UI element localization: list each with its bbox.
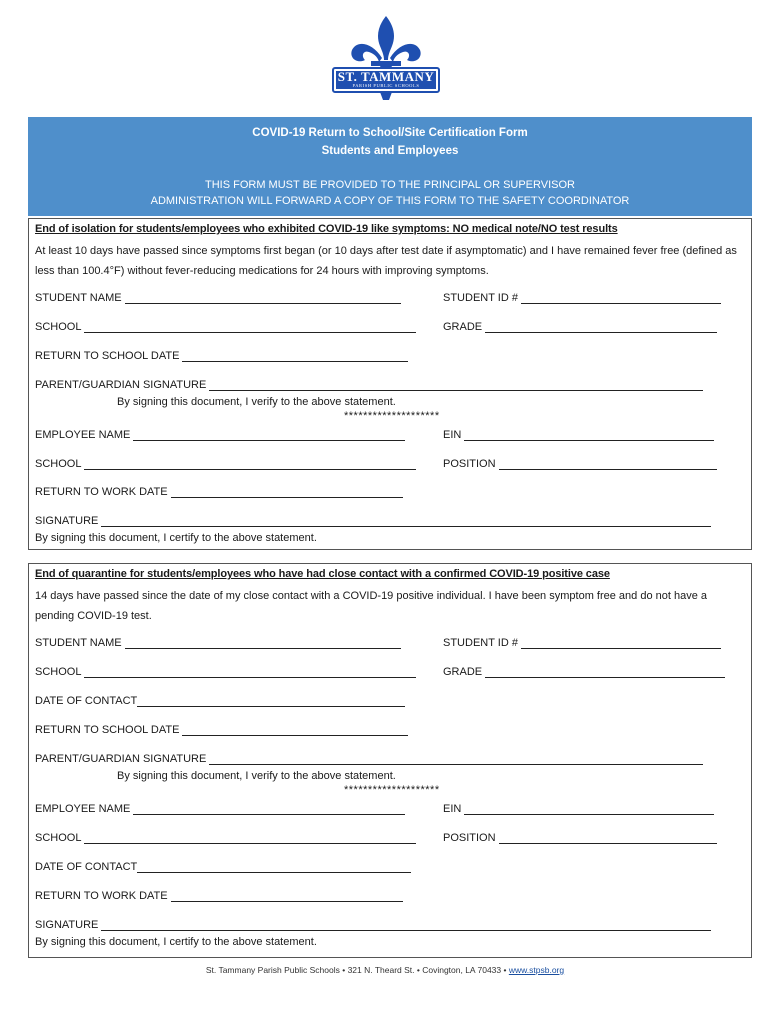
student-id-field[interactable] [521, 638, 721, 649]
parent-signature-label: PARENT/GUARDIAN SIGNATURE [35, 753, 207, 765]
form-subtitle: Students and Employees [321, 145, 459, 157]
footer-address: St. Tammany Parish Public Schools • 321 N. Theard St. • Covington, LA 70433 • [205, 965, 509, 975]
position-field[interactable] [499, 459, 717, 470]
student-id-label: STUDENT ID # [443, 637, 518, 649]
school-label: SCHOOL [35, 321, 82, 333]
parent-signature-field[interactable] [209, 380, 703, 391]
ein-field[interactable] [464, 804, 714, 815]
return-to-work-date-label: RETURN TO WORK DATE [35, 486, 168, 498]
district-logo [327, 12, 445, 104]
quarantine-body: 14 days have passed since the date of my close contact with a COVID-19 positive individual. I have been symptom free and do not have a pending COVID-19 test. [35, 590, 707, 622]
signature-label: SIGNATURE [35, 919, 99, 931]
isolation-body: At least 10 days have passed since symptoms first began (or 10 days after test date if asymptomatic) and I have remained fever free (defined as less than 100.4°F) without fever-reducing medications for 24 hours with improving symptoms. [35, 245, 737, 277]
grade-label: GRADE [443, 321, 483, 333]
student-id-label: STUDENT ID # [443, 292, 518, 304]
position-label: POSITION [443, 832, 496, 844]
fleur-de-lis-icon [327, 12, 445, 104]
quarantine-title: End of quarantine for students/employees who have had close contact with a confirmed COVID-19 positive case [35, 568, 610, 580]
grade-field[interactable] [485, 667, 725, 678]
page-footer [0, 965, 770, 975]
employee-school-field[interactable] [84, 833, 416, 844]
employee-school-label: SCHOOL [35, 832, 82, 844]
student-name-field[interactable] [125, 638, 401, 649]
form-header-banner [28, 117, 752, 216]
isolation-section [28, 218, 752, 550]
ein-label: EIN [443, 803, 462, 815]
ein-label: EIN [443, 429, 462, 441]
school-label: SCHOOL [35, 666, 82, 678]
form-title: COVID-19 Return to School/Site Certification Form [252, 127, 528, 139]
student-name-label: STUDENT NAME [35, 292, 122, 304]
student-name-field[interactable] [125, 293, 401, 304]
employee-name-field[interactable] [133, 804, 405, 815]
certify-note: By signing this document, I certify to the above statement. [35, 532, 317, 544]
position-label: POSITION [443, 458, 496, 470]
return-to-work-date-field[interactable] [171, 891, 403, 902]
employee-name-field[interactable] [133, 430, 405, 441]
return-to-work-date-field[interactable] [171, 487, 403, 498]
employee-name-label: EMPLOYEE NAME [35, 803, 131, 815]
isolation-title: End of isolation for students/employees who exhibited COVID-19 like symptoms: NO medical note/NO test results [35, 223, 618, 235]
notice-line-1: THIS FORM MUST BE PROVIDED TO THE PRINCIPAL OR SUPERVISOR [205, 179, 575, 191]
school-field[interactable] [84, 322, 416, 333]
date-of-contact-field[interactable] [137, 696, 405, 707]
student-name-label: STUDENT NAME [35, 637, 122, 649]
notice-line-2: ADMINISTRATION WILL FORWARD A COPY OF THIS FORM TO THE SAFETY COORDINATOR [150, 195, 630, 207]
certify-note: By signing this document, I certify to the above statement. [35, 936, 317, 948]
employee-name-label: EMPLOYEE NAME [35, 429, 131, 441]
logo-subtext: PARISH PUBLIC SCHOOLS [352, 83, 420, 88]
grade-label: GRADE [443, 666, 483, 678]
position-field[interactable] [499, 833, 717, 844]
separator-stars: ******************** [344, 784, 440, 796]
website-link[interactable]: www.stpsb.org [508, 965, 565, 975]
parent-signature-field[interactable] [209, 754, 703, 765]
student-id-field[interactable] [521, 293, 721, 304]
return-to-school-date-label: RETURN TO SCHOOL DATE [35, 724, 180, 736]
grade-field[interactable] [485, 322, 717, 333]
separator-stars: ******************** [344, 410, 440, 422]
return-to-school-date-field[interactable] [182, 351, 408, 362]
employee-school-field[interactable] [84, 459, 416, 470]
quarantine-section [28, 563, 752, 958]
return-to-work-date-label: RETURN TO WORK DATE [35, 890, 168, 902]
date-of-contact-label: DATE OF CONTACT [35, 695, 138, 707]
employee-date-of-contact-field[interactable] [137, 862, 411, 873]
parent-signature-label: PARENT/GUARDIAN SIGNATURE [35, 379, 207, 391]
school-field[interactable] [84, 667, 416, 678]
return-to-school-date-label: RETURN TO SCHOOL DATE [35, 350, 180, 362]
employee-school-label: SCHOOL [35, 458, 82, 470]
signature-label: SIGNATURE [35, 515, 99, 527]
signature-field[interactable] [101, 516, 711, 527]
verify-note: By signing this document, I verify to the above statement. [117, 770, 396, 782]
verify-note: By signing this document, I verify to the above statement. [117, 396, 396, 408]
ein-field[interactable] [464, 430, 714, 441]
employee-date-of-contact-label: DATE OF CONTACT [35, 861, 138, 873]
logo-text: ST. TAMMANY [337, 69, 435, 84]
return-to-school-date-field[interactable] [182, 725, 408, 736]
signature-field[interactable] [101, 920, 711, 931]
